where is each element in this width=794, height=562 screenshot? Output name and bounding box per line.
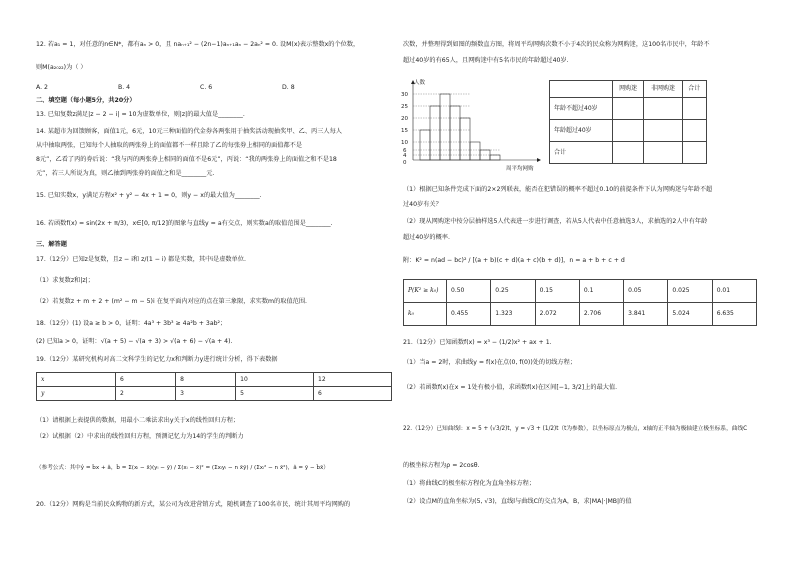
hist-bar [450,106,460,160]
hist-ytick: 0 [403,160,407,166]
q19-formula: （参考公式：其中ŷ = b̂x + â，b̂ = Σ(xᵢ − x̄)(yᵢ − ȳ) / Σ(xᵢ − x̄)² = (Σxᵢyᵢ − n x̄ȳ) / (Σxᵢ² − n x̄²)，â = ȳ − b̂x̄） [36,465,329,471]
q17-line3: （2）若复数z + m + 2 + (m² − m − 5)i 在复平面内对应的点在第三象限，求实数m的取值范围. [36,298,307,305]
table-row [550,81,707,98]
q14-line2: 从中抽取两张，已知每个人抽取的两张券上的面值都不一样且除了乙的每张券上相同的面值都不是 [36,142,303,149]
q13: 13. 已知复数z满足|z − 2 − i| = 10为虚数单位，则|z|的最大值是________. [36,111,245,118]
table-cell: 3.841 [624,303,668,326]
q12-option-a: A. 2 [36,84,48,91]
hist-ytick: 30 [401,92,408,98]
table-cell: 2.706 [579,303,623,326]
table-row-label: 合计 [550,142,613,164]
table-header: 合计 [682,81,706,98]
table-row-label: 年龄超过40岁 [550,120,613,142]
table-header: 非网购迷 [644,81,682,98]
table-cell: 3 [176,387,236,401]
q12-option-d: D. 8 [282,84,295,91]
hist-ytick: 20 [401,116,408,122]
q22-line4: （2）设点M的直角坐标为(5, √3)，直线l与曲线C的交点为A，B，求|MA|·|MB|的值 [403,498,632,505]
q14-line4: 元”，若三人所说为真，则乙抽到两张券的面值之和是________元. [36,170,215,177]
q20-line2: 次数，并整理得到如图的频数直方图，将周平均网购次数不小于4次的民众称为网购迷，这100名市民中，年龄不 [403,41,710,48]
q16: 16. 若函数f(x) = sin(2x + π/3)，x∈[0, π/12]的图象与直线y = a有交点，则实数a的取值范围是________. [36,220,333,227]
hist-bar [470,142,480,160]
q20-part2-line1: （2）现从网购迷中按分层抽样选5人代表进一步进行调查，若从5人代表中任意抽选3人，求抽选的2人中有年龄 [403,218,708,225]
hist-bar [430,106,440,160]
table-cell [613,98,644,120]
hist-ytick: 15 [401,128,408,134]
table-cell: 0.15 [535,280,579,303]
table-cell [613,120,644,142]
q21-line1: 21.（12分）已知函数f(x) = x³ − (1/2)x² + ax + 1. [403,339,552,346]
q20-part1-line2: 过40岁有关？ [403,201,442,208]
q15: 15. 已知实数x，y满足方程x² + y² − 4x + 1 = 0，则y − x的最大值为________. [36,192,262,199]
hist-ytick: 25 [401,104,408,110]
q22-line1: 22.（12分）已知曲线l：x = 5 + (√3/2)t，y = √3 + (1/2)t（t为参数），以坐标原点为极点，x轴的正半轴为极轴建立极坐标系，曲线C [403,426,748,432]
q14-line3: 8元”，乙看了丙的券后说：“我与丙的两张券上相同的面值不是6元”，丙说：“我的两张券上的面值之和不是18 [36,156,337,163]
hist-ylabel: 人数 [414,80,426,86]
table-cell: 2.072 [535,303,579,326]
section3-title: 三、解答题 [36,241,67,248]
q12-line2: 则M(a₂₀₂₂)为（ ） [36,64,87,71]
table-cell: 0.50 [447,280,491,303]
q19-data-table [36,372,392,401]
table-cell [613,142,644,164]
hist-bar [420,130,430,160]
table-row-label: 年龄不超过40岁 [550,98,613,120]
q22-line3: （1）将曲线C的极坐标方程化为直角坐标方程； [403,480,536,487]
histogram [400,75,550,175]
hist-xlabel: 周平均网购 [506,166,534,172]
table-cell: 8 [176,373,236,387]
table-row [550,120,707,142]
table-row-label: P(K² ≥ k₀) [404,280,447,303]
table-row-label: k₀ [404,303,447,326]
q19-line3: （2）试根据（2）中求出的线性回归方程，预测记忆力为14的学生的判断力 [36,433,244,440]
table-cell: x [37,373,116,387]
q18-line1: 18.（12分）(1) 设a ≥ b > 0，证明：4a³ + 3b³ ≥ 4a²b + 3ab²； [36,320,227,327]
table-cell [644,142,682,164]
q12-line1: 12. 若a₁ = 1，对任意的n∈N*，都有aₙ > 0，且 naₙ₊₁² − (2n−1)aₙ₊₁aₙ − 2aₙ² = 0. 设M(x)表示整数x的个位数， [36,41,360,48]
q12-option-b: B. 4 [118,84,131,91]
table-cell: y [37,387,116,401]
q19-line2: （1）请根据上表提供的数据，用最小二乘法求出y关于x的线性回归方程； [36,417,240,424]
section2-title: 二、填空题（每小题5分，共20分） [36,97,136,104]
q20-line3: 超过40岁的有65人，且网购迷中有5名市民的年龄超过40岁. [403,57,569,64]
q22-line2: 的极坐标方程为ρ = 2cosθ. [403,462,480,469]
hist-ytick: 10 [401,140,408,146]
q20-part1-line1: （1）根据已知条件完成下面的2×2列联表，能否在犯错误的概率不超过0.10的前提条件下认为网购迷与年龄不超 [403,186,713,193]
q21-line2: （1）当a = 2时，求曲线y = f(x)在点(0, f(0))处的切线方程； [403,359,577,366]
q18-line2: (2) 已知a > 0，证明：√(a + 5) − √(a + 3) > √(a + 6) − √(a + 4). [36,338,233,345]
critical-value-table [403,279,757,326]
table-row [550,98,707,120]
contingency-table [549,80,707,164]
table-cell [644,120,682,142]
q19-line1: 19.（12分）某研究机构对高二文科学生的记忆力x和判断力y进行统计分析，得下表数据 [36,356,278,363]
q20-part2-line2: 超过40岁的概率. [403,234,450,241]
table-cell: 0.01 [712,280,756,303]
table-row [37,373,392,387]
table-cell [682,120,706,142]
table-cell: 1.323 [491,303,535,326]
table-header: 网购迷 [613,81,644,98]
table-cell: 5.024 [668,303,712,326]
table-cell [644,98,682,120]
table-header [550,81,613,98]
table-cell: 10 [236,373,314,387]
hist-ytick: 6 [403,148,407,154]
appendix-formula: 附：K² = n(ad − bc)² / [(a + b)(c + d)(a + c)(b + d)]，n = a + b + c + d [403,257,625,264]
table-cell: 6.635 [712,303,756,326]
table-row [550,142,707,164]
hist-bar [490,155,500,160]
table-row [404,280,757,303]
table-row [404,303,757,326]
q21-line3: （2）若函数f(x)在x = 1处有极小值，求函数f(x)在区间[−1, 3/2]上的最大值. [403,384,618,391]
hist-bar [460,118,470,160]
q12-option-c: C. 6 [200,84,213,91]
table-cell: 0.025 [668,280,712,303]
table-row [37,387,392,401]
q17-line1: 17.（12分）已知z是复数，且z − i和 z/(1 − i) 都是实数，其中i是虚数单位. [36,256,246,263]
table-cell: 0.1 [579,280,623,303]
q20-line1: 20.（12分）网购是当前民众购物的新方式，某公司为改进营销方式，随机调查了100名市民，统计其周平均网购的 [36,501,351,508]
table-cell: 6 [314,387,392,401]
table-cell: 0.05 [624,280,668,303]
table-cell: 0.25 [491,280,535,303]
table-cell [682,142,706,164]
table-cell: 2 [116,387,176,401]
q14-line1: 14. 某超市为回馈顾客，面值1元，6元，10元三种面值的代金券各两张用于抽奖活动现抽奖甲、乙、丙三人每人 [36,128,342,135]
table-cell: 6 [116,373,176,387]
hist-ytick: 4 [403,153,407,159]
table-cell: 0.455 [447,303,491,326]
table-cell: 12 [314,373,392,387]
table-cell: 5 [236,387,314,401]
table-cell [682,98,706,120]
q17-line2: （1）求复数z和|z|； [36,277,94,284]
